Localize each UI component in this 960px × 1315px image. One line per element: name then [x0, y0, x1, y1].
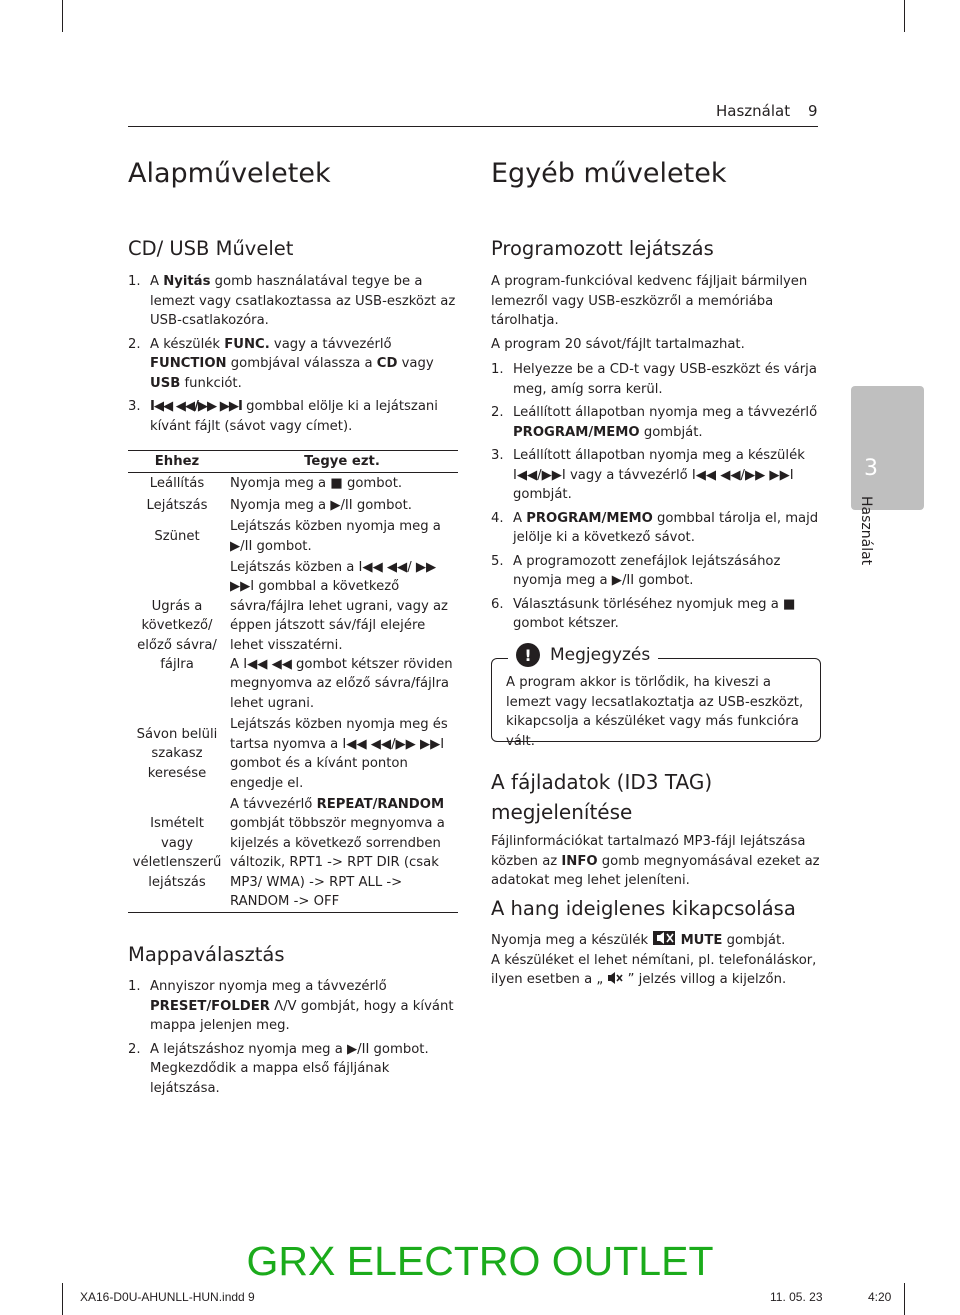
- mute-text-line2-post: ” jelzés villog a kijelzőn.: [627, 972, 787, 987]
- step-number: 1.: [491, 362, 504, 377]
- cd-usb-steps: [128, 272, 458, 440]
- crop-mark: [62, 0, 63, 32]
- id3-text-post: gomb megnyomásával ezeket az adatokat meg lehet jeleníteni.: [491, 853, 820, 888]
- step-text: Leállított állapotban nyomja meg a készülék I◀◀/▶▶I vagy a távvezérlő I◀◀ ◀◀/▶▶ ▶▶I gombját.: [513, 448, 805, 502]
- step-item: [491, 360, 821, 399]
- step-text: gombbal elölje ki a lejátszani kívánt fájlt (sávot vagy címet).: [150, 399, 438, 434]
- step-text: funkciót.: [180, 375, 242, 391]
- table-header-cell: Ehhez: [128, 451, 226, 473]
- table-cell-label: Ismételt vagy véletlenszerű lejátszás: [128, 794, 226, 913]
- table-cell-text: [226, 794, 458, 913]
- table-row: [128, 714, 458, 794]
- table-row: [128, 495, 458, 516]
- mute-keyword: MUTE: [680, 933, 723, 948]
- mute-text-line2: A készüléket el lehet némítani, pl. telefonáláskor, ilyen esetben a „: [491, 952, 817, 987]
- table-header-cell: Tegye ezt.: [226, 451, 458, 473]
- step-number: 1.: [128, 979, 141, 994]
- step-text: vagy: [397, 356, 434, 371]
- program-heading: Programozott lejátszás: [491, 237, 714, 260]
- step-text: gombját.: [639, 424, 703, 440]
- table-row: [128, 516, 458, 557]
- step-text: A programozott zenefájlok lejátszásához nyomja meg a ▶/II gombot.: [513, 553, 781, 588]
- step-text: Annyiszor nyomja meg a távvezérlő: [150, 979, 387, 994]
- step-item: [491, 552, 821, 591]
- table-row: [128, 473, 458, 495]
- table-text: A távvezérlő: [230, 796, 317, 812]
- note-title-label: Megjegyzés: [550, 645, 651, 665]
- step-number: 3.: [491, 448, 504, 463]
- step-number: 4.: [491, 510, 504, 526]
- mute-text-pre: Nyomja meg a készülék: [491, 933, 653, 948]
- program-steps: [491, 360, 821, 638]
- step-item: [128, 977, 458, 1036]
- step-number: 3.: [128, 399, 141, 414]
- table-cell-paragraph: A I◀◀ ◀◀ gombot kétszer röviden megnyomva az előző sávra/fájlra lehet ugrani.: [230, 657, 453, 711]
- step-keyword: PROGRAM/MEMO: [513, 424, 640, 440]
- table-cell-paragraph: Lejátszás közben a I◀◀ ◀◀/ ▶▶ ▶▶I gombbal a következő sávra/fájlra lehet ugrani, vagy az éppen játszott sáv/fájl elejére lehet visszatérni.: [230, 560, 448, 653]
- id3-heading: A fájladatok (ID3 TAG) megjelenítése: [491, 770, 713, 824]
- folder-heading: Mappaválasztás: [128, 943, 285, 966]
- table-cell-label: Lejátszás: [146, 497, 208, 513]
- step-item: [128, 272, 458, 331]
- table-header-row: [128, 451, 458, 473]
- step-item: [128, 1040, 458, 1099]
- table-cell-label: Ugrás a következő/ előző sávra/ fájlra: [137, 598, 217, 673]
- crop-mark: [62, 1283, 63, 1315]
- step-text: A lejátszáshoz nyomja meg a ▶/II gombot. Megkezdődik a mappa első fájljának lejátszása.: [150, 1041, 429, 1096]
- step-keyword: FUNCTION: [150, 356, 227, 371]
- mute-text: [491, 930, 821, 990]
- chapter-tab: [851, 386, 924, 510]
- mute-display-icon: [603, 972, 627, 987]
- step-keyword: PRESET/FOLDER: [150, 998, 270, 1014]
- right-title: Egyéb műveletek: [491, 158, 727, 189]
- note-box: [491, 658, 821, 749]
- step-item: [128, 397, 458, 436]
- table-text: gombját többször megnyomva a kijelzés a következő sorrendben változik, RPT1 -> RPT DIR (csak MP3/ WMA) -> RPT ALL -> RANDOM -> OFF: [230, 816, 445, 909]
- up-down-icon: Λ/V: [269, 998, 301, 1014]
- step-item: [491, 446, 821, 505]
- footer-date: 11. 05. 23: [770, 1290, 823, 1304]
- id3-text-pre: Fájlinformációkat tartalmazó MP3-fájl lejátszása közben az: [491, 834, 806, 869]
- info-keyword: INFO: [561, 853, 598, 869]
- step-keyword: CD: [376, 356, 398, 371]
- step-number: 2.: [491, 405, 504, 420]
- table-cell-text: Nyomja meg a ■ gombot.: [230, 476, 403, 492]
- step-item: [491, 509, 821, 548]
- table-cell-text: Lejátszás közben nyomja meg és tartsa nyomva a I◀◀ ◀◀/▶▶ ▶▶I gombot és a kívánt ponton engedje el.: [230, 717, 448, 791]
- step-text: gomb használatával tegye be a lemezt vagy csatlakoztassa az USB-eszközt az USB-csatlakozóra.: [150, 274, 456, 328]
- table-cell-text: Lejátszás közben nyomja meg a ▶/II gombot.: [230, 519, 441, 554]
- table-cell-text: [226, 557, 458, 714]
- skip-buttons-icon: I◀◀ ◀◀/▶▶ ▶▶I: [150, 399, 242, 414]
- chapter-label: Használat: [858, 496, 874, 566]
- step-text: gombjával válassza a: [226, 356, 377, 371]
- step-number: 6.: [491, 596, 504, 612]
- step-text: Helyezze be a CD-t vagy USB-eszközt és várja meg, amíg sorra kerül.: [513, 362, 817, 397]
- table-cell-label: Sávon belüli szakasz keresése: [136, 726, 218, 781]
- note-text: A program akkor is törlődik, ha kiveszi a lemezt vagy lecsatlakoztatja az USB-eszközt, kikapcsolja a készüléket vagy más funkcióra vált.: [506, 675, 804, 749]
- table-cell-label: Leállítás: [149, 476, 205, 492]
- step-text: gombbal tárolja el, majd jelölje ki a következő sávot.: [513, 510, 819, 545]
- step-text: gombját, hogy a kívánt mappa jelenjen meg.: [150, 998, 454, 1033]
- table-row: [128, 794, 458, 913]
- table-cell-text: Nyomja meg a ▶/II gombot.: [230, 497, 412, 513]
- step-number: 5.: [491, 553, 504, 569]
- table-keyword: REPEAT/RANDOM: [316, 796, 445, 812]
- step-number: 1.: [128, 274, 141, 289]
- watermark: GRX ELECTRO OUTLET: [246, 1238, 714, 1284]
- step-text: A készülék: [150, 336, 225, 352]
- mute-text-post: gombját.: [722, 933, 786, 948]
- exclamation-icon: !: [516, 643, 540, 667]
- id3-text: [491, 832, 821, 891]
- footer-file: XA16-D0U-AHUNLL-HUN.indd 9: [80, 1290, 255, 1304]
- step-number: 2.: [128, 336, 141, 352]
- step-item: [128, 335, 458, 394]
- step-text: Leállított állapotban nyomja meg a távvezérlő: [513, 405, 818, 420]
- header-rule: [128, 126, 818, 127]
- table-row: [128, 557, 458, 714]
- chapter-number: 3: [864, 456, 878, 481]
- running-header-section: Használat: [716, 102, 791, 120]
- step-keyword: PROGRAM/MEMO: [526, 510, 653, 526]
- crop-mark: [904, 0, 905, 32]
- step-item: [491, 595, 821, 634]
- step-text: vagy a távvezérlő: [269, 336, 392, 352]
- step-keyword: Nyitás: [163, 274, 211, 289]
- step-text: Választásunk törléséhez nyomjuk meg a ■ gombot kétszer.: [513, 596, 796, 631]
- step-keyword: USB: [150, 375, 181, 391]
- step-keyword: FUNC.: [224, 336, 270, 352]
- folder-steps: [128, 977, 458, 1102]
- operations-table: [128, 450, 458, 913]
- step-text: A: [513, 510, 527, 526]
- mute-heading: A hang ideiglenes kikapcsolása: [491, 897, 796, 920]
- page-number: 9: [808, 102, 818, 120]
- program-intro-2: A program 20 sávot/fájlt tartalmazhat.: [491, 337, 745, 352]
- step-number: 2.: [128, 1041, 141, 1057]
- note-title: [508, 643, 658, 667]
- table-cell-label: Szünet: [154, 528, 200, 544]
- footer-time: 4:20: [868, 1290, 892, 1304]
- cd-usb-heading: CD/ USB Művelet: [128, 237, 294, 260]
- program-intro: A program-funkcióval kedvenc fájljait bármilyen lemezről vagy USB-eszközről a memóriába tárolhatja.: [491, 274, 808, 328]
- step-item: [491, 403, 821, 442]
- crop-mark: [904, 1283, 905, 1315]
- mute-icon: [652, 933, 680, 948]
- left-title: Alapműveletek: [128, 158, 331, 189]
- step-text: A: [150, 274, 164, 289]
